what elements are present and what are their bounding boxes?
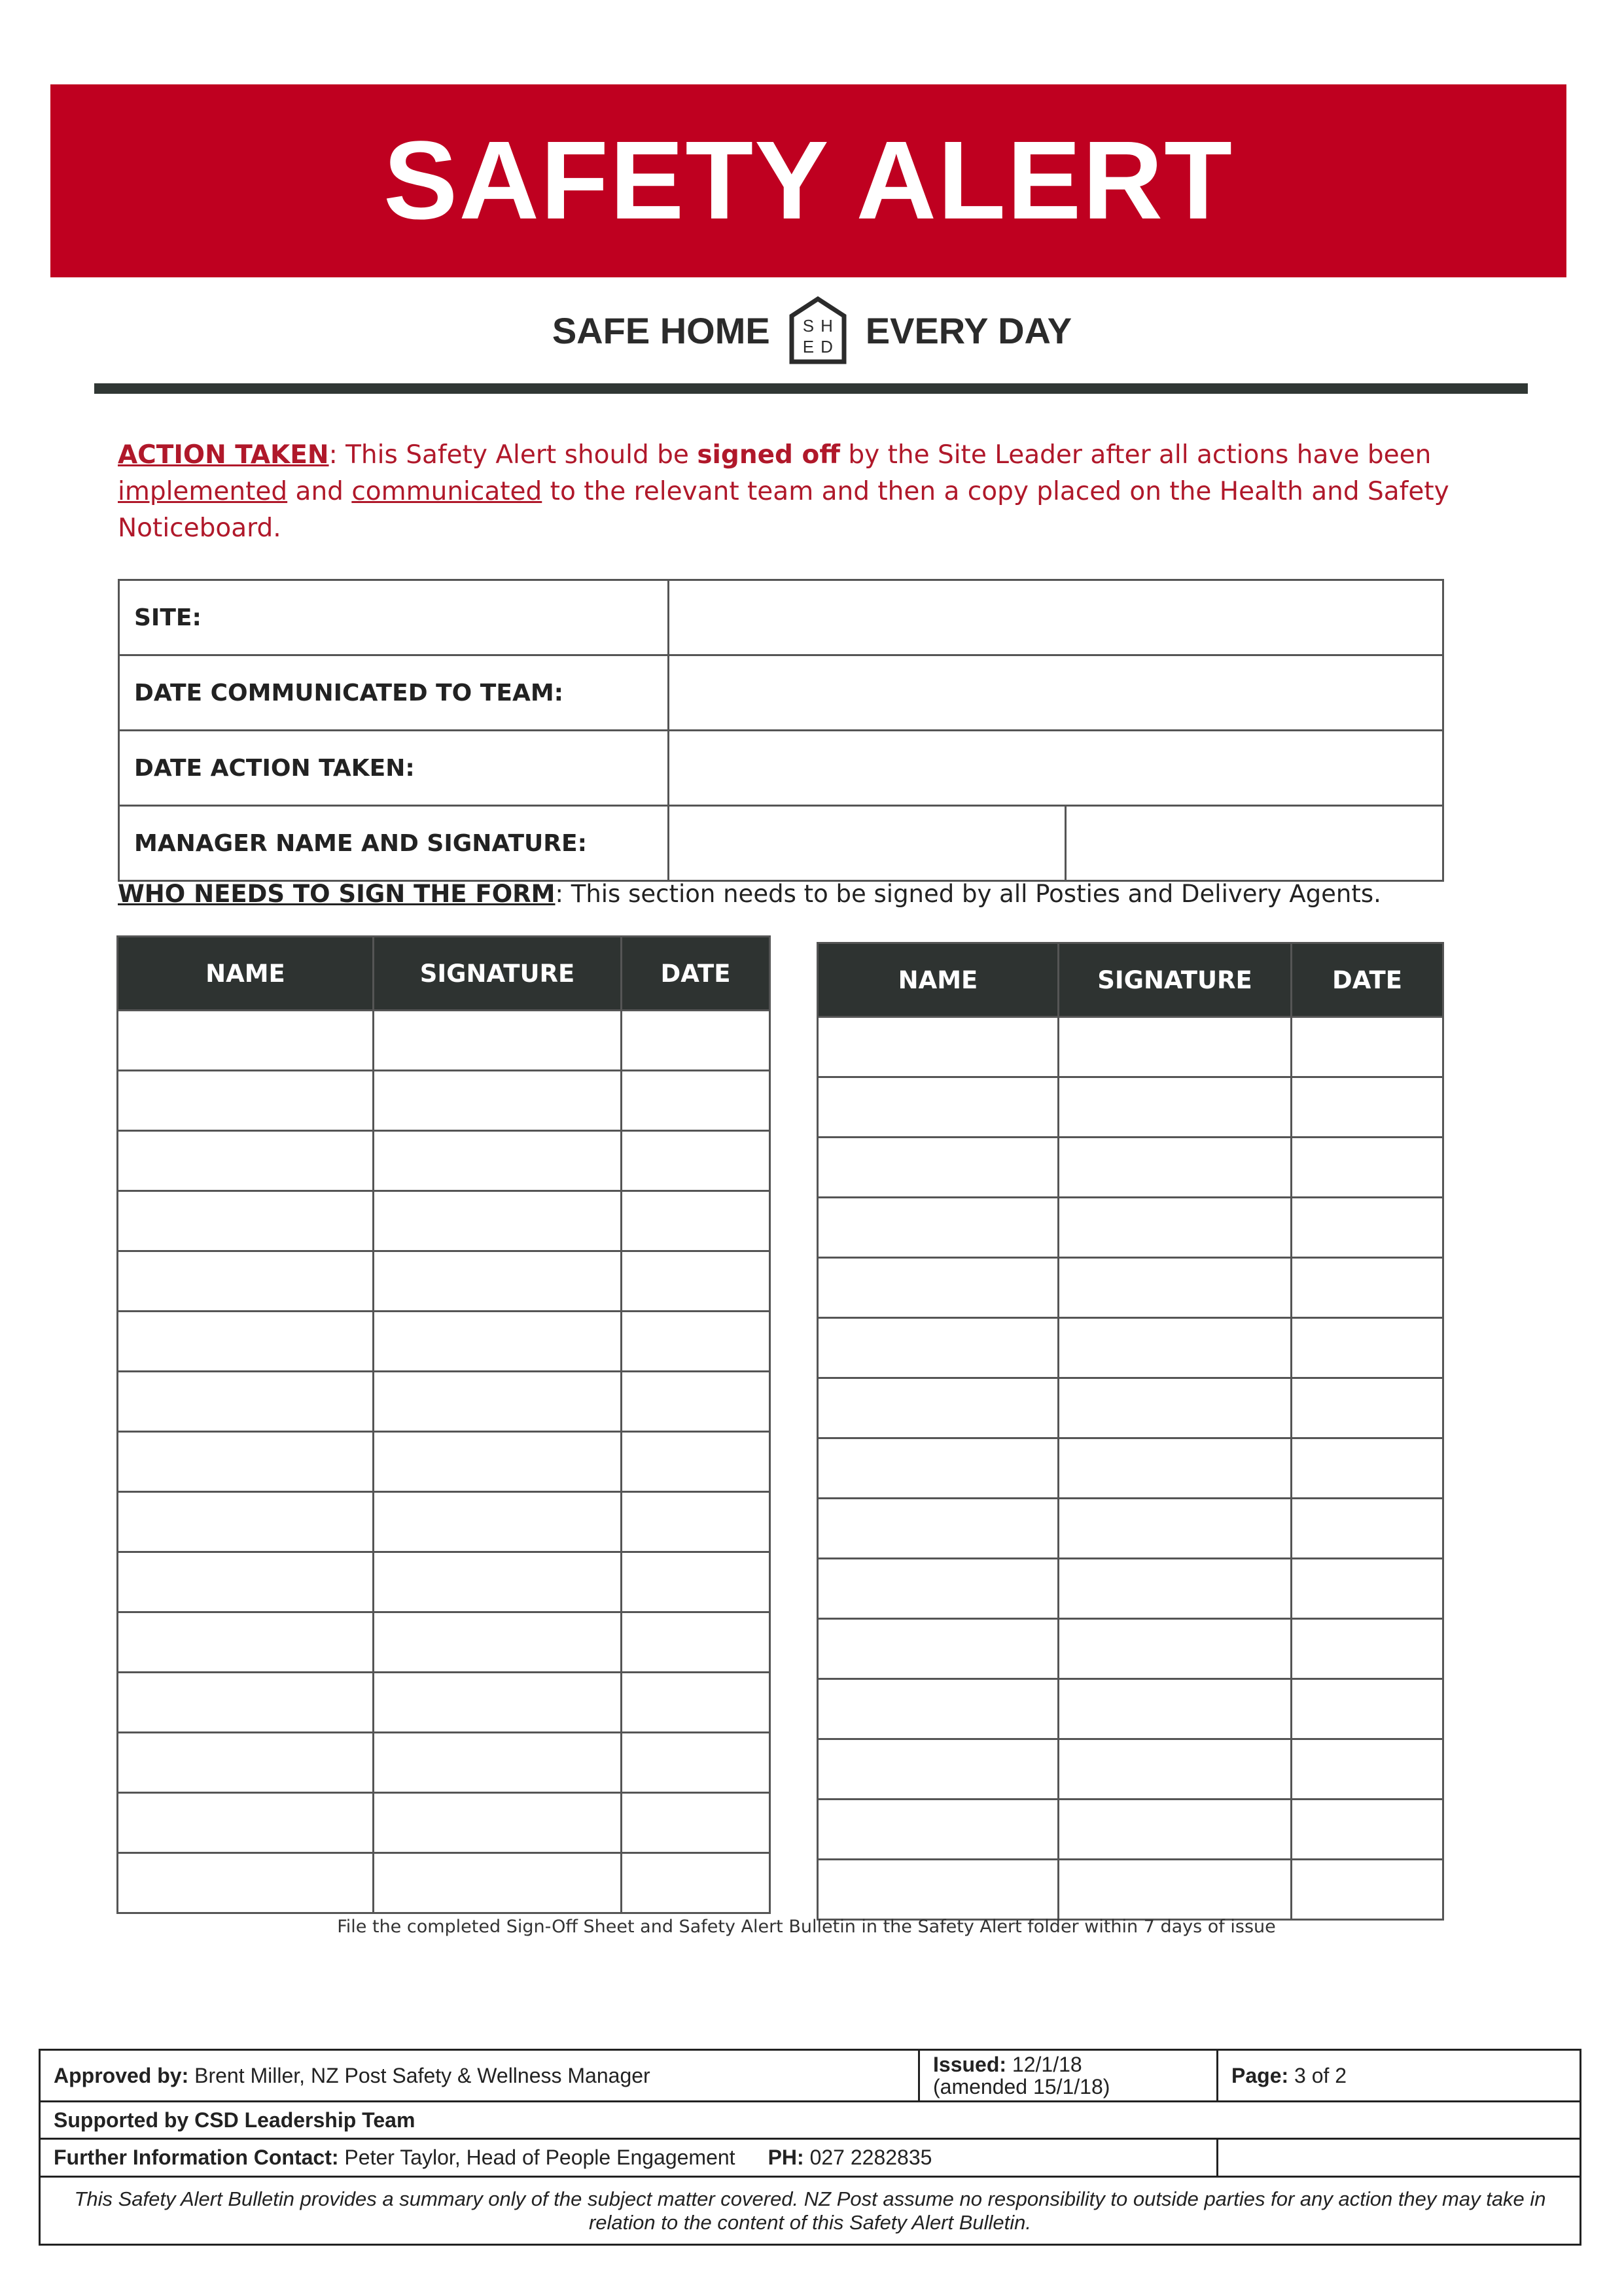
- date-cell[interactable]: [622, 1312, 770, 1372]
- name-cell[interactable]: [818, 1499, 1059, 1559]
- sign-row: [818, 1860, 1443, 1920]
- name-cell[interactable]: [818, 1739, 1059, 1800]
- communicated-text: communicated: [351, 477, 542, 506]
- signature-header: SIGNATURE: [1059, 943, 1292, 1017]
- signature-cell[interactable]: [1059, 1739, 1292, 1800]
- name-cell[interactable]: [818, 1438, 1059, 1499]
- signature-cell[interactable]: [374, 1131, 622, 1191]
- shed-house-icon: [788, 296, 847, 364]
- signature-cell[interactable]: [374, 1191, 622, 1251]
- amended-date: (amended 15/1/18): [933, 2075, 1110, 2098]
- date-cell[interactable]: [1292, 1800, 1443, 1860]
- name-cell[interactable]: [118, 1552, 374, 1612]
- name-cell[interactable]: [818, 1318, 1059, 1378]
- name-cell[interactable]: [118, 1372, 374, 1432]
- date-cell[interactable]: [1292, 1860, 1443, 1920]
- manager-label: MANAGER NAME AND SIGNATURE:: [119, 806, 669, 881]
- date-header: DATE: [1292, 943, 1443, 1017]
- date-header: DATE: [622, 937, 770, 1011]
- sign-row: [818, 1318, 1443, 1378]
- name-cell[interactable]: [118, 1131, 374, 1191]
- date-cell[interactable]: [1292, 1077, 1443, 1138]
- date-cell[interactable]: [1292, 1739, 1443, 1800]
- sign-row: [118, 1612, 770, 1673]
- signature-cell[interactable]: [374, 1612, 622, 1673]
- name-cell[interactable]: [818, 1258, 1059, 1318]
- date-cell[interactable]: [622, 1011, 770, 1071]
- signature-cell[interactable]: [1059, 1017, 1292, 1077]
- date-cell[interactable]: [1292, 1499, 1443, 1559]
- name-cell[interactable]: [118, 1251, 374, 1312]
- logo-text-left: SAFE HOME: [552, 309, 770, 351]
- signature-cell[interactable]: [1059, 1198, 1292, 1258]
- sign-row: [118, 1432, 770, 1492]
- signature-cell[interactable]: [1059, 1559, 1292, 1619]
- signature-cell[interactable]: [1059, 1138, 1292, 1198]
- signature-cell[interactable]: [374, 1552, 622, 1612]
- name-header: NAME: [118, 937, 374, 1011]
- who-signs-note: [118, 880, 1381, 908]
- action-text: by the Site Leader after all actions have been: [839, 440, 1432, 470]
- date-communicated-label: DATE COMMUNICATED TO TEAM:: [119, 655, 669, 731]
- name-cell[interactable]: [818, 1017, 1059, 1077]
- signature-cell[interactable]: [374, 1793, 622, 1853]
- date-action-field[interactable]: [669, 731, 1443, 806]
- sign-row: [818, 1258, 1443, 1318]
- approved-value: Brent Miller, NZ Post Safety & Wellness Manager: [188, 2063, 650, 2087]
- name-cell[interactable]: [818, 1198, 1059, 1258]
- site-label: SITE:: [119, 580, 669, 655]
- signature-cell[interactable]: [1059, 1499, 1292, 1559]
- name-cell[interactable]: [818, 1138, 1059, 1198]
- name-cell[interactable]: [118, 1612, 374, 1673]
- date-cell[interactable]: [1292, 1438, 1443, 1499]
- name-cell[interactable]: [818, 1559, 1059, 1619]
- name-cell[interactable]: [818, 1800, 1059, 1860]
- date-cell[interactable]: [1292, 1679, 1443, 1739]
- shed-top-text: SH: [802, 316, 839, 336]
- disclaimer: This Safety Alert Bulletin provides a summary only of the subject matter covered. NZ Post assume no responsibility to outside parties for any action they may take in relation to the content of this Safety Alert Bulletin.: [40, 2177, 1581, 2245]
- date-cell[interactable]: [622, 1071, 770, 1131]
- date-cell[interactable]: [622, 1853, 770, 1913]
- contact-label: Further Information Contact:: [54, 2146, 339, 2169]
- name-cell[interactable]: [118, 1312, 374, 1372]
- name-header: NAME: [818, 943, 1059, 1017]
- phone-value: 027 2282835: [803, 2146, 932, 2169]
- date-cell[interactable]: [622, 1372, 770, 1432]
- sign-row: [818, 1378, 1443, 1438]
- name-cell[interactable]: [818, 1860, 1059, 1920]
- sign-row: [818, 1017, 1443, 1077]
- sign-row: [118, 1251, 770, 1312]
- sign-row: [118, 1733, 770, 1793]
- sign-row: [818, 1077, 1443, 1138]
- manager-name-field[interactable]: [669, 806, 1066, 881]
- name-cell[interactable]: [818, 1378, 1059, 1438]
- sign-row: [818, 1198, 1443, 1258]
- sign-row: [818, 1739, 1443, 1800]
- name-cell[interactable]: [818, 1077, 1059, 1138]
- signature-cell[interactable]: [1059, 1860, 1292, 1920]
- sign-row: [818, 1800, 1443, 1860]
- signature-cell[interactable]: [1059, 1258, 1292, 1318]
- manager-signature-field[interactable]: [1066, 806, 1443, 881]
- signature-cell[interactable]: [1059, 1679, 1292, 1739]
- name-cell[interactable]: [118, 1492, 374, 1552]
- sign-row: [118, 1312, 770, 1372]
- sign-row: [818, 1619, 1443, 1679]
- site-info-table: [118, 579, 1444, 882]
- date-cell[interactable]: [622, 1432, 770, 1492]
- implemented-text: implemented: [118, 477, 288, 506]
- empty-cell: [1218, 2139, 1581, 2177]
- date-cell[interactable]: [622, 1552, 770, 1612]
- header-divider: [94, 383, 1528, 394]
- who-signs-text: : This section needs to be signed by all Posties and Delivery Agents.: [555, 880, 1381, 908]
- date-cell[interactable]: [1292, 1619, 1443, 1679]
- date-communicated-field[interactable]: [669, 655, 1443, 731]
- sign-row: [818, 1559, 1443, 1619]
- name-cell[interactable]: [818, 1619, 1059, 1679]
- action-text: and: [287, 477, 352, 506]
- name-cell[interactable]: [818, 1679, 1059, 1739]
- signed-off-text: signed off: [697, 440, 840, 470]
- sign-row: [818, 1438, 1443, 1499]
- name-cell[interactable]: [118, 1733, 374, 1793]
- approved-label: Approved by:: [54, 2063, 189, 2087]
- name-cell[interactable]: [118, 1011, 374, 1071]
- date-cell[interactable]: [1292, 1318, 1443, 1378]
- date-cell[interactable]: [622, 1251, 770, 1312]
- site-field[interactable]: [669, 580, 1443, 655]
- signature-cell[interactable]: [374, 1733, 622, 1793]
- supported-text: Supported by CSD Leadership Team: [54, 2108, 415, 2132]
- signature-cell[interactable]: [374, 1251, 622, 1312]
- signature-cell[interactable]: [1059, 1619, 1292, 1679]
- safe-home-logo: [0, 291, 1624, 370]
- page-value: 3 of 2: [1288, 2063, 1347, 2087]
- issued: [919, 2050, 1218, 2102]
- sign-row: [118, 1793, 770, 1853]
- signature-cell[interactable]: [1059, 1800, 1292, 1860]
- name-cell[interactable]: [118, 1793, 374, 1853]
- page-info: [1218, 2050, 1581, 2102]
- sign-row: [118, 1011, 770, 1071]
- date-cell[interactable]: [1292, 1138, 1443, 1198]
- contact-info: [40, 2139, 1218, 2177]
- approved-by: [40, 2050, 919, 2102]
- signature-cell[interactable]: [1059, 1378, 1292, 1438]
- sign-row: [118, 1372, 770, 1432]
- sign-row: [818, 1499, 1443, 1559]
- logo-text-right: EVERY DAY: [865, 309, 1072, 351]
- contact-value: Peter Taylor, Head of People Engagement: [338, 2146, 735, 2169]
- name-cell[interactable]: [118, 1673, 374, 1733]
- sign-row: [118, 1071, 770, 1131]
- signature-header: SIGNATURE: [374, 937, 622, 1011]
- name-cell[interactable]: [118, 1191, 374, 1251]
- date-cell[interactable]: [622, 1492, 770, 1552]
- sign-row: [118, 1131, 770, 1191]
- action-taken-label: ACTION TAKEN: [118, 440, 329, 470]
- signature-cell[interactable]: [374, 1372, 622, 1432]
- sign-row: [118, 1552, 770, 1612]
- action-text: : This Safety Alert should be: [328, 440, 697, 470]
- page-label: Page:: [1231, 2063, 1289, 2087]
- date-cell[interactable]: [622, 1612, 770, 1673]
- signature-cell[interactable]: [374, 1011, 622, 1071]
- who-signs-label: WHO NEEDS TO SIGN THE FORM: [118, 880, 556, 908]
- action-text: to the relevant team and then a copy placed on the Health and Safety Noticeboard.: [118, 477, 1449, 543]
- signature-cell[interactable]: [1059, 1318, 1292, 1378]
- sign-row: [118, 1853, 770, 1913]
- date-cell[interactable]: [1292, 1198, 1443, 1258]
- signature-cell[interactable]: [374, 1071, 622, 1131]
- date-cell[interactable]: [1292, 1258, 1443, 1318]
- sign-row: [118, 1492, 770, 1552]
- name-cell[interactable]: [118, 1432, 374, 1492]
- sign-row: [818, 1679, 1443, 1739]
- signature-cell[interactable]: [374, 1432, 622, 1492]
- name-cell[interactable]: [118, 1071, 374, 1131]
- name-cell[interactable]: [118, 1853, 374, 1913]
- phone-label: PH:: [768, 2146, 804, 2169]
- signature-cell[interactable]: [1059, 1438, 1292, 1499]
- action-taken-note: [118, 437, 1479, 547]
- date-cell[interactable]: [1292, 1017, 1443, 1077]
- date-cell[interactable]: [622, 1673, 770, 1733]
- issued-value: 12/1/18: [1006, 2053, 1082, 2076]
- signature-cell[interactable]: [374, 1673, 622, 1733]
- file-instruction: File the completed Sign-Off Sheet and Safety Alert Bulletin in the Safety Alert folder within 7 days of issue: [337, 1917, 1276, 1937]
- signature-cell[interactable]: [1059, 1077, 1292, 1138]
- sign-row: [118, 1191, 770, 1251]
- sign-table-right: [817, 942, 1444, 1921]
- date-cell[interactable]: [1292, 1559, 1443, 1619]
- footer-table: [39, 2049, 1581, 2246]
- date-cell[interactable]: [622, 1733, 770, 1793]
- supported-by: [40, 2102, 1581, 2139]
- sign-row: [118, 1673, 770, 1733]
- sign-row: [818, 1138, 1443, 1198]
- shed-bottom-text: ED: [802, 337, 839, 357]
- signature-cell[interactable]: [374, 1312, 622, 1372]
- date-cell[interactable]: [622, 1131, 770, 1191]
- date-cell[interactable]: [622, 1191, 770, 1251]
- date-cell[interactable]: [1292, 1378, 1443, 1438]
- signature-cell[interactable]: [374, 1492, 622, 1552]
- signature-cell[interactable]: [374, 1853, 622, 1913]
- safety-alert-banner: SAFETY ALERT: [50, 84, 1566, 277]
- date-action-label: DATE ACTION TAKEN:: [119, 731, 669, 806]
- sign-table-left: [116, 935, 771, 1914]
- date-cell[interactable]: [622, 1793, 770, 1853]
- issued-label: Issued:: [933, 2053, 1007, 2076]
